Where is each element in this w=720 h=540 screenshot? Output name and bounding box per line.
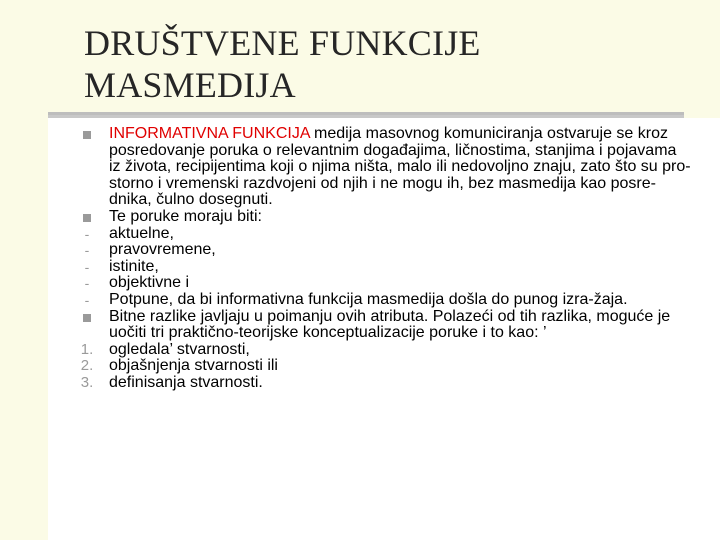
- square-bullet-icon: [72, 209, 102, 227]
- list-item-text: pravovremene,: [109, 241, 216, 259]
- left-decor-band: [0, 0, 48, 540]
- dash-marker: -: [84, 242, 90, 259]
- number-marker: 3.: [80, 373, 94, 391]
- list-item-text: Bitne razlike javljaju u poimanju ovih atributa. Polazeći od tih razlika, moguće je uočiti tri praktično-teorijske konceptualizacije poruke i to kao: ’: [109, 307, 671, 342]
- slide-title-line-1: DRUŠTVENE FUNKCIJE: [84, 23, 481, 63]
- list-item-text: definisanja stvarnosti.: [109, 373, 263, 391]
- number-marker: 1.: [80, 340, 94, 358]
- list-item-text: medija masovnog komuniciranja ostvaruje se kroz posredovanje poruka o relevantnim događajima, ličnostima, stanjima i pojavama iz života, recipijentima koji o njima ništa, malo ili nedovoljno znaju, zato što su pro-storno i vremenski razdvojeni od njih i ne mogu ih, bez masmedija kao posre-dnika, čulno dosegnuti.: [109, 125, 691, 209]
- list-item-text: objektivne i: [109, 274, 190, 292]
- list-item-text: aktuelne,: [109, 224, 174, 242]
- list-item: [72, 292, 692, 309]
- square-bullet-icon: [72, 126, 102, 144]
- highlight-term: INFORMATIVNA FUNKCIJA: [109, 125, 310, 142]
- list-item: [72, 259, 692, 276]
- slide-title-line-2: MASMEDIJA: [84, 65, 296, 105]
- list-item: [72, 242, 692, 259]
- slide-body: [72, 126, 692, 392]
- list-item-text: istinite,: [109, 257, 159, 275]
- list-item-text: objašnjenja stvarnosti ili: [109, 357, 278, 375]
- number-marker: 2.: [80, 357, 94, 375]
- list-item: [72, 275, 692, 292]
- slide-title: [84, 22, 684, 106]
- title-divider-shadow: [48, 115, 684, 118]
- list-item: [72, 375, 692, 392]
- dash-marker: -: [84, 258, 90, 275]
- list-item: [72, 342, 692, 359]
- list-item: [72, 126, 692, 209]
- list-item: [72, 358, 692, 375]
- list-item: [72, 226, 692, 243]
- square-bullet-icon: [72, 309, 102, 327]
- list-item-text: Potpune, da bi informativna funkcija masmedija došla do punog izra-žaja.: [109, 290, 628, 308]
- list-item-text: ogledala’ stvarnosti,: [109, 340, 250, 358]
- dash-marker: -: [84, 275, 90, 292]
- list-item: [72, 309, 692, 342]
- list-item-text: Te poruke moraju biti:: [109, 207, 262, 225]
- list-item: [72, 209, 692, 226]
- dash-marker: -: [84, 225, 90, 242]
- dash-marker: -: [84, 291, 90, 308]
